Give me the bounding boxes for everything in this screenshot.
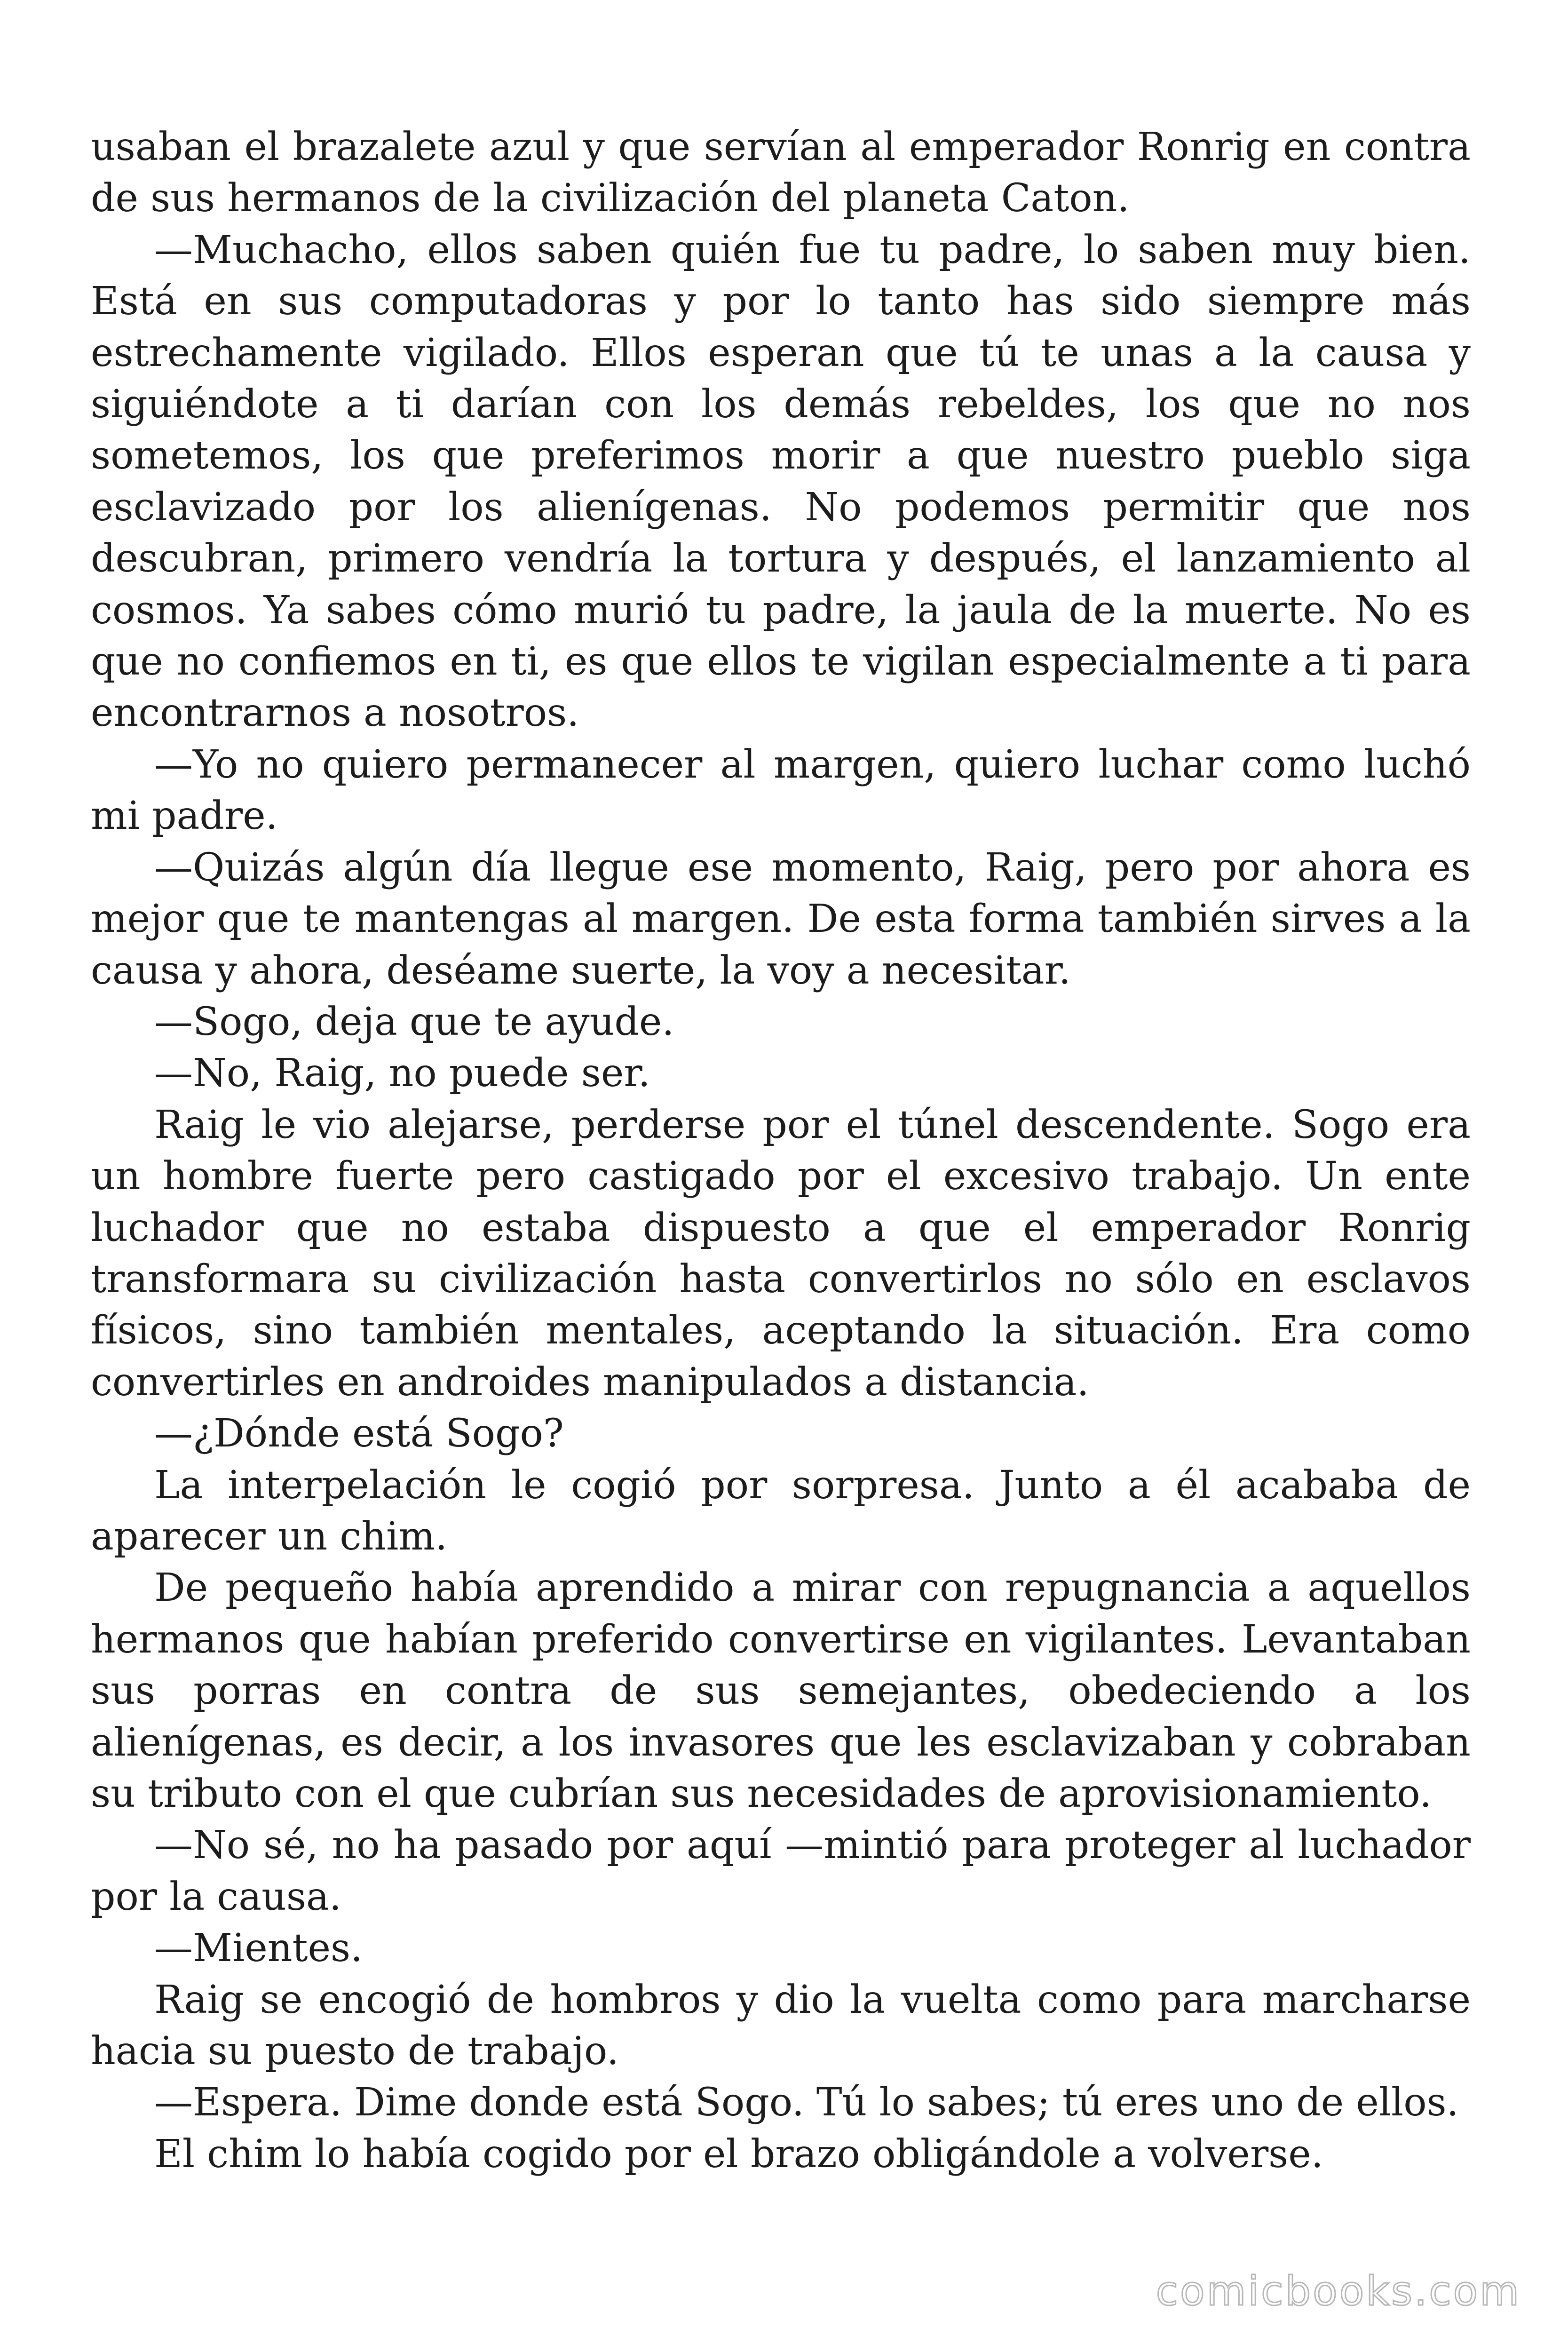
paragraph-9: La interpelación le cogió por sorpresa. Junto a él acababa de aparecer un chim. [91, 1462, 1471, 1559]
paragraph-14: —Espera. Dime donde está Sogo. Tú lo sabes; tú eres uno de ellos. [154, 2080, 1459, 2125]
paragraph-12: —Mientes. [154, 1926, 363, 1971]
paragraph-11: —No sé, no ha pasado por aquí —mintió para proteger al luchador por la causa. [91, 1823, 1471, 1919]
paragraph-1: usaban el brazalete azul y que servían al emperador Ronrig en contra de sus hermanos de la civilización del planeta Caton. [91, 125, 1471, 221]
watermark-logo: comicbooks.com [1156, 2268, 1521, 2315]
paragraph-10: De pequeño había aprendido a mirar con repugnancia a aquellos hermanos que habían preferido convertirse en vigilantes. Levantaban sus porras en contra de sus semejantes, obedeciendo a los alienígenas, es decir, a los invasores que les esclavizaban y cobraban su tributo con el que cubrían sus necesidades de aprovisionamiento. [91, 1565, 1471, 1816]
paragraph-5: —Sogo, deja que te ayude. [154, 999, 674, 1044]
paragraph-7: Raig le vio alejarse, perderse por el túnel descendente. Sogo era un hombre fuerte pero castigado por el excesivo trabajo. Un ente luchador que no estaba dispuesto a que el emperador Ronrig transformara su civilización hasta convertirlos no sólo en esclavos físicos, sino también mentales, aceptando la situación. Era como convertirles en androides manipulados a distancia. [91, 1102, 1471, 1405]
paragraph-15: El chim lo había cogido por el brazo obligándole a volverse. [154, 2131, 1323, 2177]
paragraph-2: —Muchacho, ellos saben quién fue tu padre, lo saben muy bien. Está en sus computadoras y por lo tanto has sido siempre más estrechamente vigilado. Ellos esperan que tú te unas a la causa y siguiéndote a ti darían con los demás rebeldes, los que no nos sometemos, los que preferimos morir a que nuestro pueblo siga esclavizado por los alienígenas. No podemos permitir que nos descubran, primero vendría la tortura y después, el lanzamiento al cosmos. Ya sabes cómo murió tu padre, la jaula de la muerte. No es que no confiemos en ti, es que ellos te vigilan especialmente a ti para encontrarnos a nosotros. [91, 227, 1471, 736]
paragraph-4: —Quizás algún día llegue ese momento, Raig, pero por ahora es mejor que te mantengas al margen. De esta forma también sirves a la causa y ahora, deséame suerte, la voy a necesitar. [91, 845, 1471, 993]
paragraph-13: Raig se encogió de hombros y dio la vuelta como para marcharse hacia su puesto de trabajo. [91, 1977, 1471, 2074]
book-page-text [91, 121, 1471, 2180]
paragraph-6: —No, Raig, no puede ser. [154, 1051, 650, 1096]
paragraph-3: —Yo no quiero permanecer al margen, quiero luchar como luchó mi padre. [91, 742, 1471, 839]
paragraph-8: —¿Dónde está Sogo? [154, 1411, 564, 1456]
